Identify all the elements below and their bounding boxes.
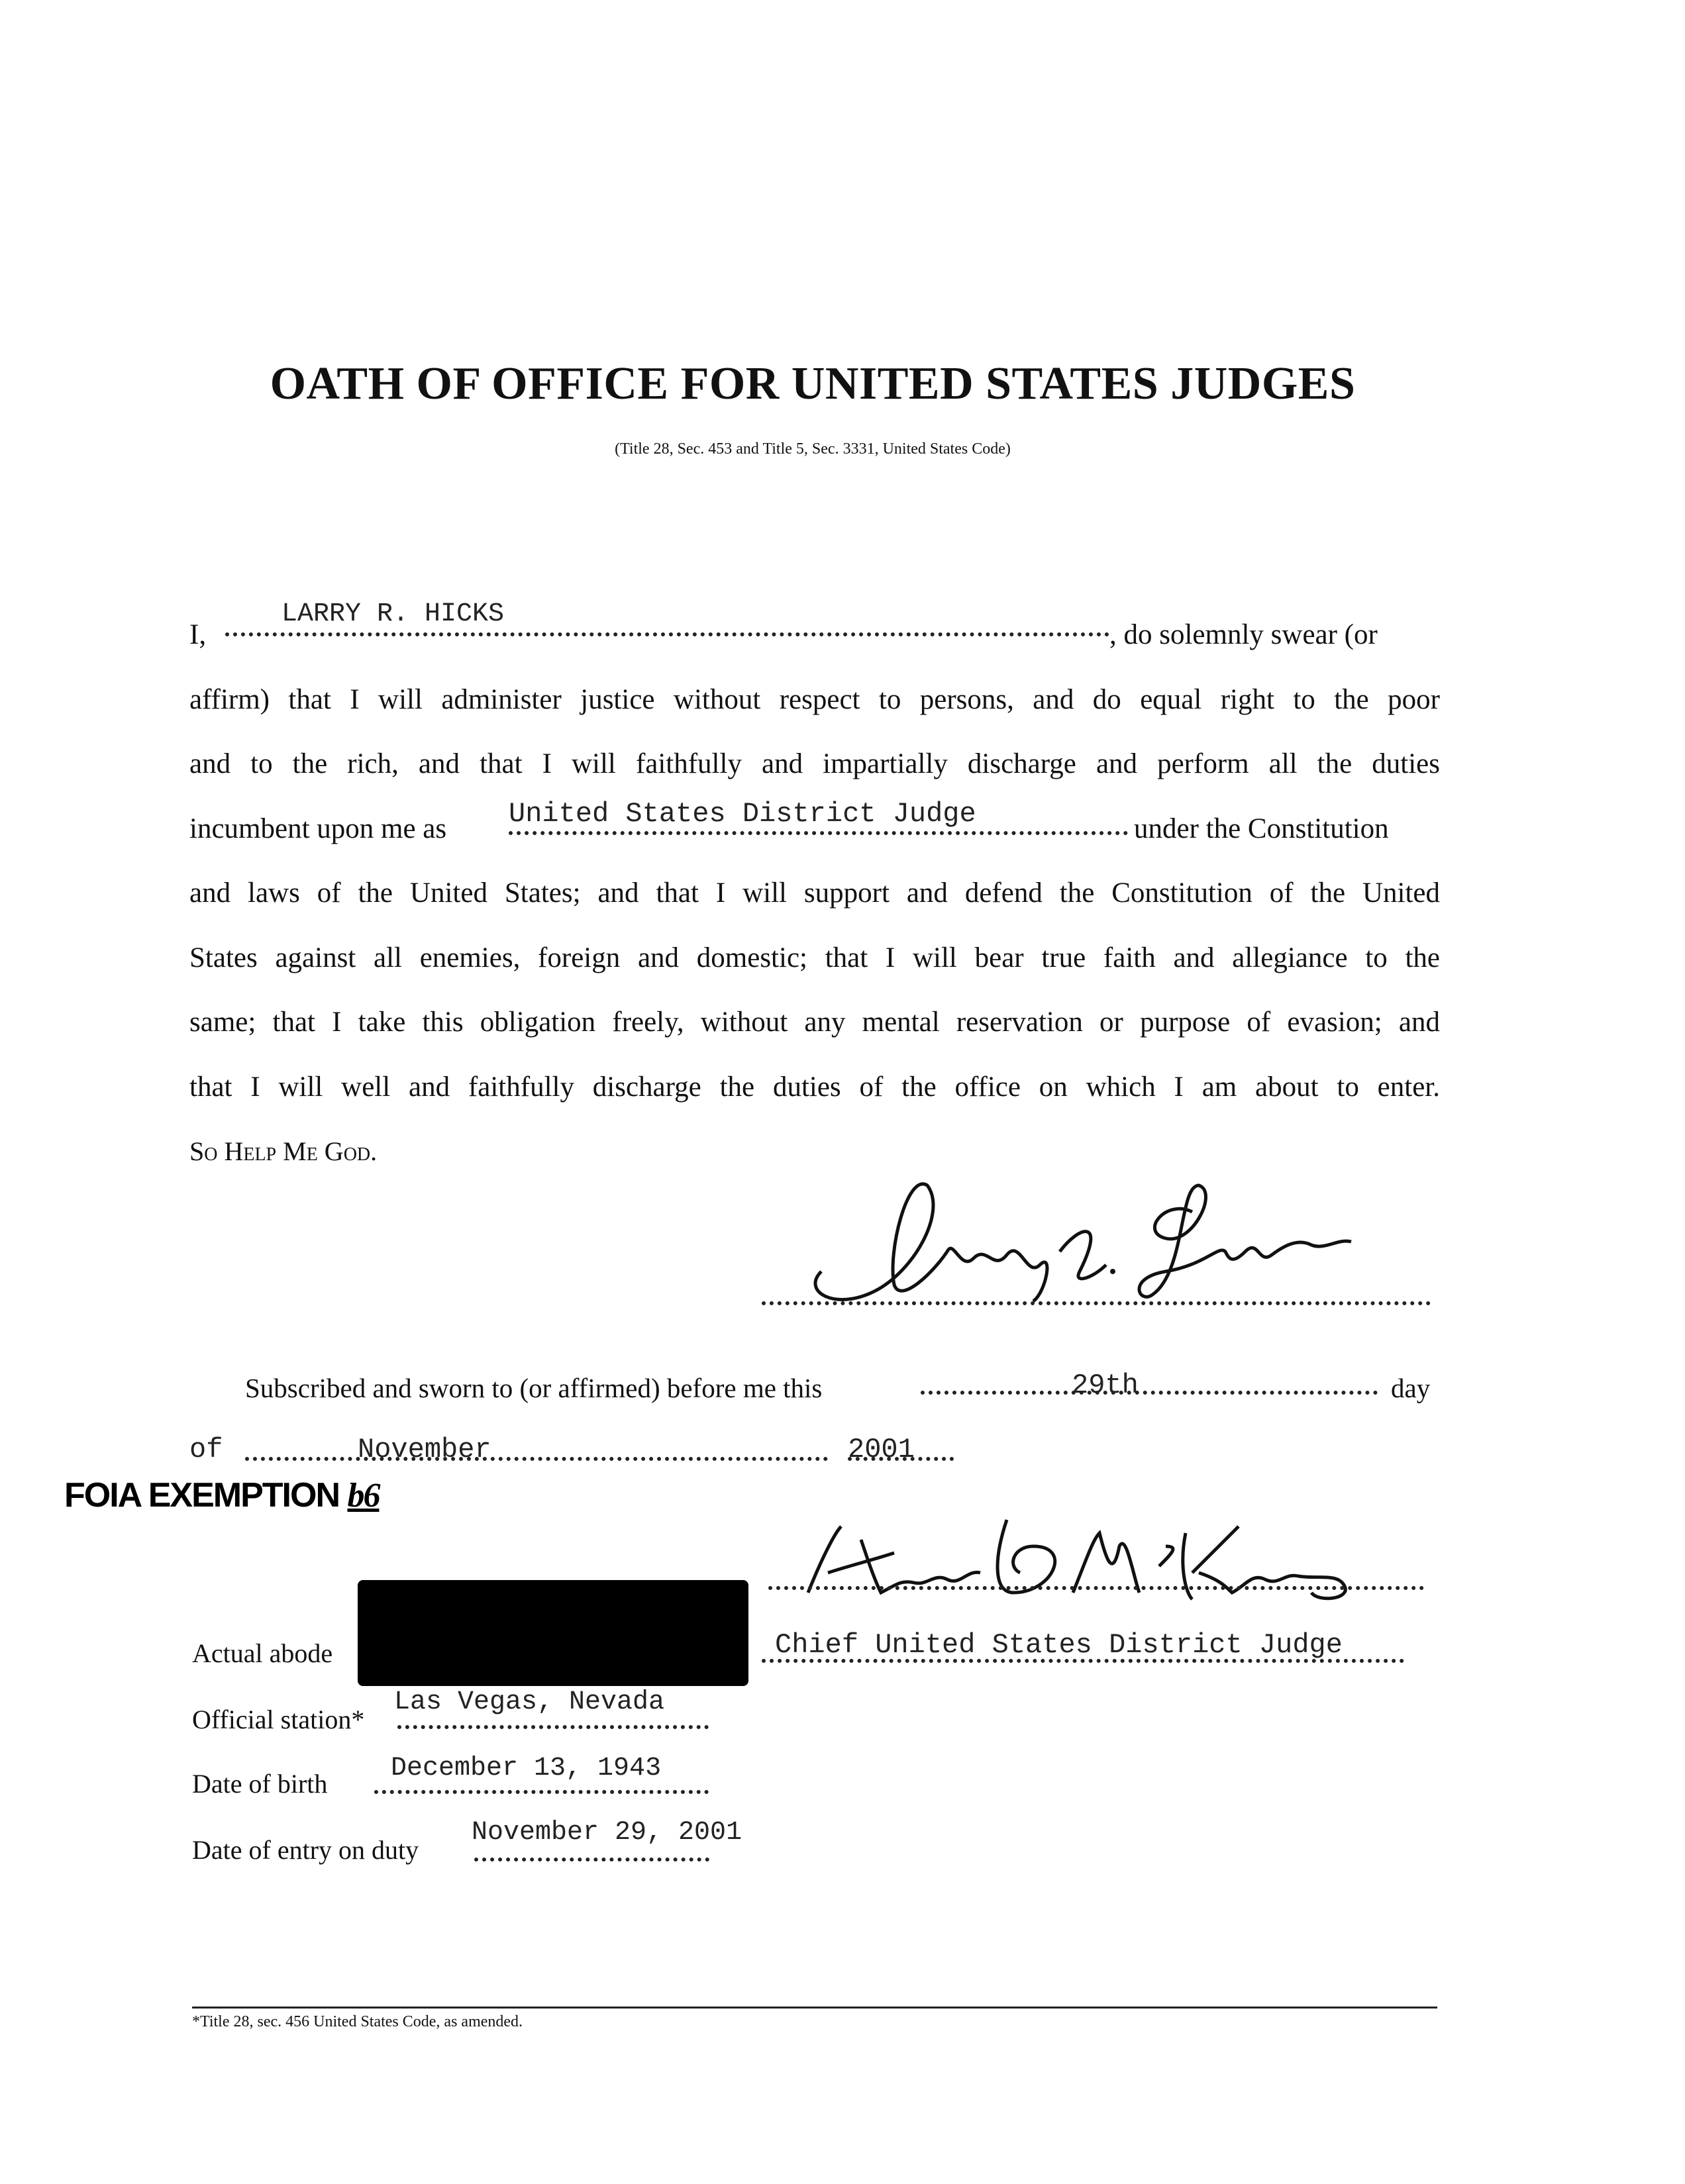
document-subtitle: (Title 28, Sec. 453 and Title 5, Sec. 3331, United States Code) xyxy=(615,440,1011,458)
entry-label: Date of entry on duty xyxy=(192,1835,419,1865)
subscribed-year: 2001 xyxy=(848,1434,915,1465)
year-blank-line xyxy=(848,1457,954,1461)
officer-signature-line xyxy=(768,1586,1424,1590)
oath-taker-signature-line xyxy=(762,1301,1431,1305)
subscribed-month: November xyxy=(358,1434,491,1465)
oath-prefix: I, xyxy=(189,619,207,650)
oath-taker-name: LARRY R. HICKS xyxy=(281,599,505,629)
officer-title-line xyxy=(762,1659,1404,1663)
redaction-box xyxy=(358,1580,748,1686)
footnote: *Title 28, sec. 456 United States Code, as amended. xyxy=(192,2013,523,2030)
birth-label: Date of birth xyxy=(192,1769,328,1799)
oath-line4-end: under the Constitution xyxy=(1134,813,1389,844)
oath-line-7: same; that I take this obligation freely, without any mental reservation or purpose of evasion; and xyxy=(189,1007,1440,1038)
birth-value: December 13, 1943 xyxy=(391,1754,662,1783)
oath-line4-start: incumbent upon me as xyxy=(189,813,447,844)
name-blank-line xyxy=(225,632,1109,636)
oath-line-5: and laws of the United States; and that I will support and defend the Constitution of the United xyxy=(189,877,1440,909)
administering-officer-signature xyxy=(795,1507,1391,1613)
oath-line-3: and to the rich, and that I will faithfully and impartially discharge and perform all the duties xyxy=(189,748,1440,779)
oath-line-6: States against all enemies, foreign and domestic; that I will bear true faith and allegiance to the xyxy=(189,942,1440,973)
office-name: United States District Judge xyxy=(509,798,976,830)
of-label: of xyxy=(189,1434,223,1465)
station-label: Official station* xyxy=(192,1705,365,1734)
foia-label: FOIA EXEMPTION xyxy=(64,1476,339,1514)
office-blank-line xyxy=(509,831,1128,835)
oath-line-2: affirm) that I will administer justice without respect to persons, and do equal right to the poor xyxy=(189,684,1440,715)
station-blank-line xyxy=(397,1725,709,1729)
month-blank-line xyxy=(245,1457,828,1461)
footnote-rule xyxy=(192,2007,1437,2009)
day-label: day xyxy=(1391,1373,1431,1403)
oath-closing: So Help Me God. xyxy=(189,1136,378,1166)
oath-line-8: that I will well and faithfully discharge the duties of the office on which I am about to enter. xyxy=(189,1071,1440,1103)
subscribed-day: 29th xyxy=(1072,1369,1139,1401)
entry-blank-line xyxy=(474,1858,709,1861)
administering-officer-title: Chief United States District Judge xyxy=(775,1629,1343,1661)
document-title: OATH OF OFFICE FOR UNITED STATES JUDGES xyxy=(270,358,1356,409)
foia-exemption-stamp xyxy=(64,1475,379,1515)
birth-blank-line xyxy=(374,1790,709,1794)
entry-value: November 29, 2001 xyxy=(472,1818,742,1848)
abode-label: Actual abode xyxy=(192,1638,333,1668)
oath-line1-end: , do solemnly swear (or xyxy=(1109,619,1378,650)
subscribed-text: Subscribed and sworn to (or affirmed) before me this xyxy=(245,1373,823,1403)
station-value: Las Vegas, Nevada xyxy=(394,1687,665,1717)
foia-code: b6 xyxy=(347,1477,380,1514)
day-blank-line xyxy=(921,1391,1378,1395)
oath-taker-signature xyxy=(795,1172,1404,1318)
